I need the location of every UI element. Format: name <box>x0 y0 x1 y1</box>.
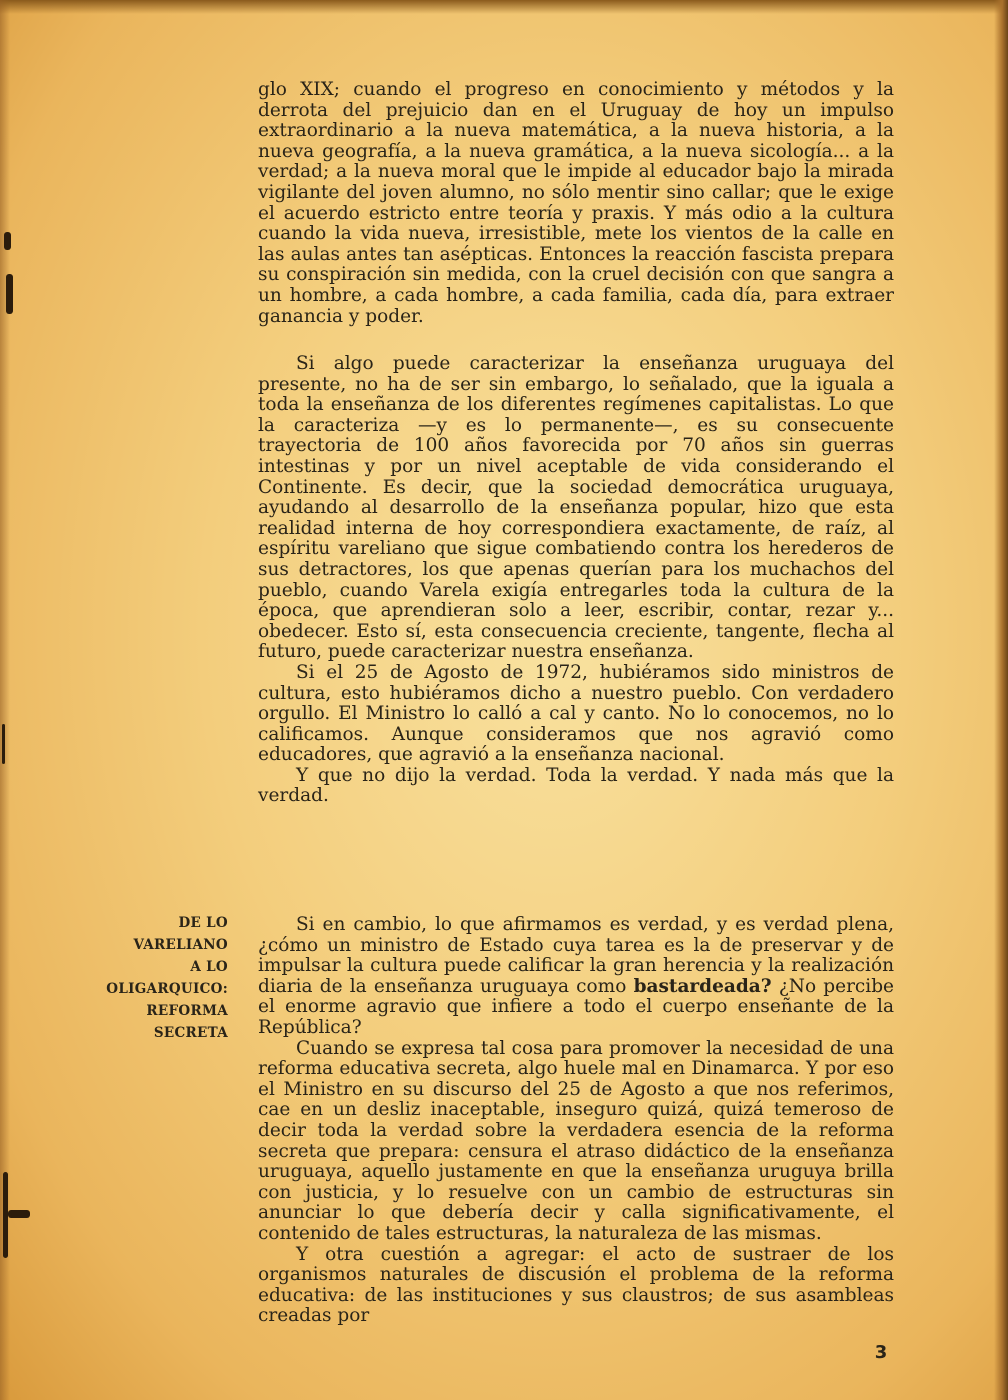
paragraph: Si algo puede caracterizar la enseñanza uruguaya del presente, no ha de ser sin embargo, lo señalado, que la iguala a toda la enseñanza de los diferentes regímenes capitalistas. Lo que la caracteriza —y es lo permanente—, es su consecuente trayectoria de 100 años favorecida por 70 años sin guerras intestinas y por un nivel aceptable de vida considerando el Continente. Es decir, que la sociedad democrática uruguaya, ayudando al desarrollo de la enseñanza popular, hizo que esta realidad interna de hoy correspondiera exactamente, de raíz, al espíritu vareliano que sigue combatiendo contra los herederos de sus detractores, los que apenas querían para los muchachos del pueblo, cuando Varela exigía entregarles toda la cultura de la época, que aprendieran solo a leer, escribir, contar, rezar y... obedecer. Esto sí, esta consecuencia creciente, tangente, flecha al futuro, puede caracterizar nuestra enseñanza. <box>258 353 894 663</box>
section-side-heading <box>70 912 228 1044</box>
paragraph: Si el 25 de Agosto de 1972, hubiéramos sido ministros de cultura, esto hubiéramos dicho a nuestro pueblo. Con verdadero orgullo. El Ministro lo calló a cal y canto. No lo conocemos, no lo calificamos. Aunque consideramos que nos agravió como educadores, que agravió a la enseñanza nacional. <box>258 661 894 766</box>
text-block-middle <box>258 354 894 807</box>
paragraph: Y otra cuestión a agregar: el acto de sustraer de los organismos naturales de discusión el problema de la reforma educativa: de las instituciones y sus claustros; de sus asambleas creadas por <box>258 1243 894 1327</box>
binding-mark <box>8 1210 30 1218</box>
binding-mark <box>2 724 5 764</box>
heading-line: REFORMA <box>146 1003 228 1019</box>
heading-line: DE LO <box>178 915 228 931</box>
emphasis-word: bastardeada? <box>633 975 772 997</box>
paragraph: Y que no dijo la verdad. Toda la verdad. Y nada más que la verdad. <box>258 764 894 807</box>
paragraph: glo XIX; cuando el progreso en conocimiento y métodos y la derrota del prejuicio dan en el Uruguay de hoy un impulso extraordinario a la nueva matemática, a la nueva historia, a la nueva geografía, a la nueva gramática, a la nueva sicología... a la verdad; a la nueva moral que le impide al educador bajo la mirada vigilante del joven alumno, no sólo mentir sino callar; que le exige el acuerdo estricto entre teoría y praxis. Y más odio a la cultura cuando la vida nueva, irresistible, mete los vientos de la calle en las aulas antes tan asépticas. Entonces la reacción fascista prepara su conspiración sin medida, con la cruel decisión con que sangra a un hombre, a cada hombre, a cada familia, cada día, para extraer ganancia y poder. <box>258 79 894 327</box>
heading-line: OLIGARQUICO: <box>106 981 228 997</box>
binding-mark <box>4 232 11 250</box>
heading-line: VARELIANO <box>133 937 228 953</box>
heading-line: A LO <box>190 959 228 975</box>
text-block-section <box>258 915 894 1327</box>
text-block-top <box>258 80 894 327</box>
text-run: ¿No percibe el enorme agravio que infiere a todo el cuerpo enseñante de la República? <box>258 975 894 1038</box>
heading-line: SECRETA <box>153 1025 228 1041</box>
binding-mark <box>6 274 13 314</box>
page-number: 3 <box>874 1342 888 1363</box>
page-top-edge <box>0 0 1008 14</box>
paragraph: Cuando se expresa tal cosa para promover la necesidad de una reforma educativa secreta, algo huele mal en Dinamarca. Y por eso el Ministro en su discurso del 25 de Agosto a que nos referimos, cae en un desliz inaceptable, inseguro quizá, quizá temeroso de decir toda la verdad sobre la verdadera esencia de la reforma secreta que prepara: censura el atraso didáctico de la enseñanza uruguaya, aquello justamente en que la enseñanza uruguya brilla con justicia, y lo resuelve con un cambio de estructuras sin anunciar lo que debería decir y calla significativamente, el contenido de tales estructuras, la naturaleza de las mismas. <box>258 1037 894 1244</box>
paragraph <box>258 915 894 1039</box>
page-right-edge <box>994 0 1008 1400</box>
text-run: Si en cambio, lo que afirmamos es verdad, y es verdad plena, ¿cómo un ministro de Estado cuya tarea es la de preservar y de impulsar la cultura puede calificar la gran herencia y la realización diaria de la enseñanza uruguaya como <box>258 914 894 997</box>
